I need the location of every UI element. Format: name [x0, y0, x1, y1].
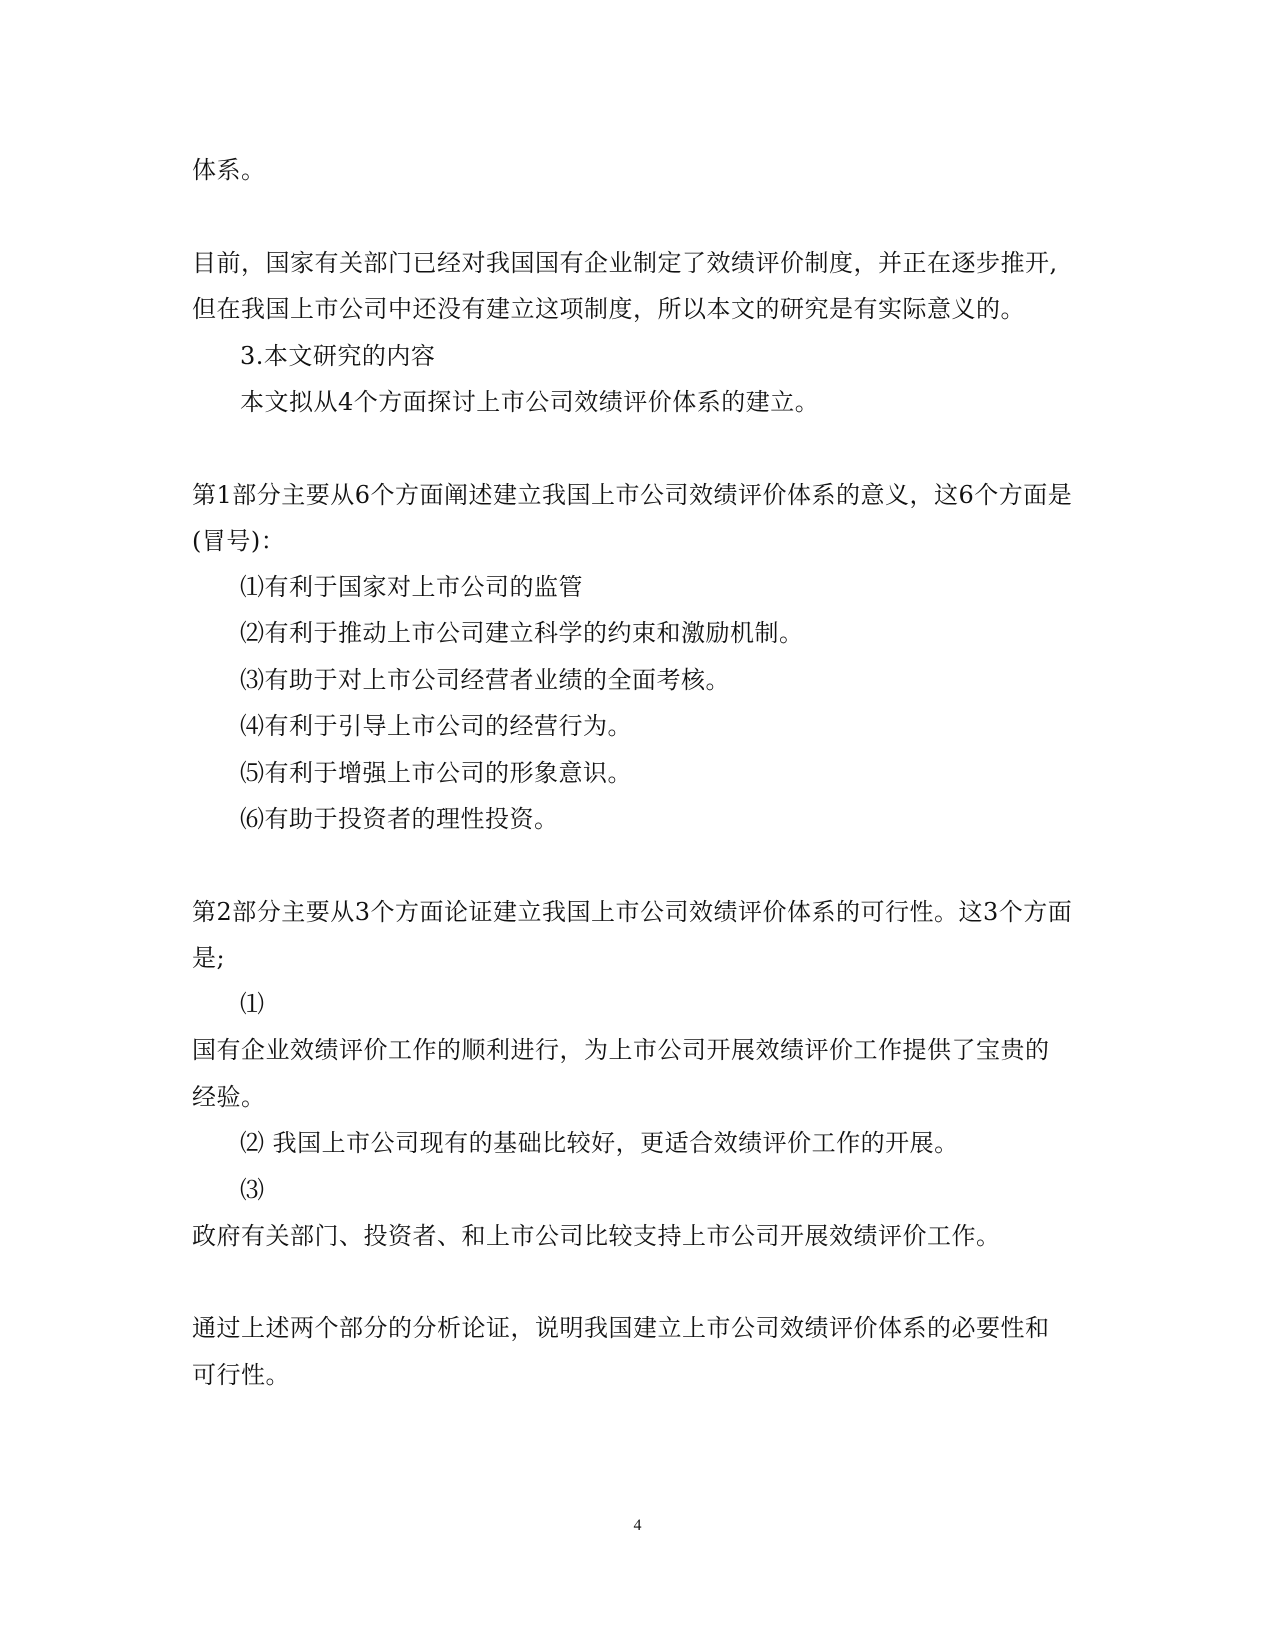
list-item: ⑴有利于国家对上市公司的监管: [240, 573, 583, 601]
page-number: 4: [633, 1517, 642, 1534]
text-line: 体系。: [192, 156, 266, 184]
list-item: ⑶有助于对上市公司经营者业绩的全面考核。: [240, 666, 730, 694]
text-line: 经验。: [192, 1083, 266, 1111]
list-item: ⑷有利于引导上市公司的经营行为。: [240, 712, 632, 740]
text-line: (冒号)：: [192, 527, 286, 555]
list-item-marker: ⑴: [240, 990, 265, 1018]
section-heading: 3.本文研究的内容: [240, 342, 436, 370]
list-item: ⑵ 我国上市公司现有的基础比较好，更适合效绩评价工作的开展。: [240, 1129, 959, 1157]
list-item: ⑸有利于增强上市公司的形象意识。: [240, 759, 632, 787]
text-line: 但在我国上市公司中还没有建立这项制度，所以本文的研究是有实际意义的。: [192, 295, 1025, 323]
text-line: 第2部分主要从3个方面论证建立我国上市公司效绩评价体系的可行性。这3个方面: [192, 898, 1073, 926]
text-line: 通过上述两个部分的分析论证，说明我国建立上市公司效绩评价体系的必要性和: [192, 1314, 1050, 1342]
text-line: 可行性。: [192, 1361, 290, 1389]
list-item: ⑹有助于投资者的理性投资。: [240, 805, 559, 833]
text-line: 本文拟从4个方面探讨上市公司效绩评价体系的建立。: [240, 388, 820, 416]
text-line: 目前，国家有关部门已经对我国国有企业制定了效绩评价制度，并正在逐步推开,: [192, 249, 1058, 277]
text-line: 国有企业效绩评价工作的顺利进行，为上市公司开展效绩评价工作提供了宝贵的: [192, 1036, 1050, 1064]
list-item-marker: ⑶: [240, 1176, 265, 1204]
text-line: 政府有关部门、投资者、和上市公司比较支持上市公司开展效绩评价工作。: [192, 1222, 1001, 1250]
text-line: 是;: [192, 944, 226, 972]
list-item: ⑵有利于推动上市公司建立科学的约束和激励机制。: [240, 619, 804, 647]
text-line: 第1部分主要从6个方面阐述建立我国上市公司效绩评价体系的意义，这6个方面是: [192, 481, 1073, 509]
